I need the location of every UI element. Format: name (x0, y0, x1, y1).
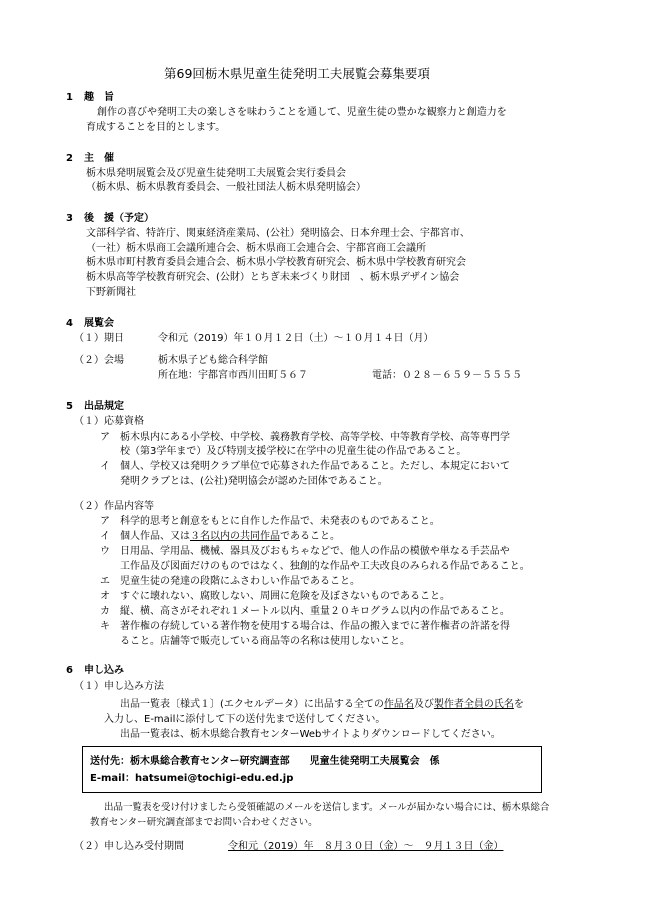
section-1-line-1: 創作の喜びや発明工夫の楽しさを味わうことを通して、児童生徒の豊かな観察力と創造力を (97, 107, 507, 118)
section-1-line-2: 育成することを目的とします。 (86, 122, 226, 133)
application-p1-underline-2: 製作者全員の氏名 (433, 699, 514, 710)
section-5-heading: 出品規定 (84, 401, 124, 412)
content-o-line-1: すぐに壊れない、腐敗しない、周囲に危険を及ぼさないものであること。 (120, 591, 450, 602)
content-mark-a: ア (100, 516, 110, 527)
exhibition-date-value: 令和元（2019）年１０月１２日（土）～１０月１４日（月） (158, 333, 434, 344)
submission-email[interactable]: E-mail：hatsumei@tochigi-edu.ed.jp (90, 773, 294, 784)
content-mark-ki: キ (100, 621, 110, 632)
section-3-line-3: 栃木県市町村教育委員会連合会、栃木県小学校教育研究会、栃木県中学校教育研究会 (86, 257, 466, 268)
page-title: 第69回栃木県児童生徒発明工夫展覧会募集要項 (164, 66, 430, 81)
content-ki-line-2: ること。店舗等で販売している商品等の名称は使用しないこと。 (120, 636, 410, 647)
content-ki-line-1: 著作権の存続している著作物を使用する場合は、作品の搬入までに著作権者の許諾を得 (120, 621, 510, 632)
content-u-line-2: 工作品及び図面だけのものではなく、独創的な作品や工夫改良のみられる作品であること。 (120, 561, 530, 572)
section-2-line-2: （栃木県、栃木県教育委員会、一般社団法人栃木県発明協会） (86, 182, 366, 193)
content-mark-u: ウ (100, 546, 110, 557)
application-paragraph-1 (120, 698, 524, 712)
qualification-a-line-2: 校（第3学年まで）及び特別支援学校に在学中の児童生徒の作品であること。 (120, 446, 467, 457)
content-i-line-1 (120, 530, 340, 544)
venue-address: 所在地：宇都宮市西川田町５６７ (158, 370, 308, 381)
content-e-line-1: 児童生徒の発達の段階にふさわしい作品であること。 (120, 576, 360, 587)
content-mark-e: エ (100, 576, 110, 587)
exhibition-date-label: （１）期日 (74, 333, 124, 344)
application-method-subheading: （１）申し込み方法 (74, 681, 164, 692)
section-2-heading: 主 催 (84, 153, 114, 164)
section-2-number: 2 (66, 153, 73, 164)
receipt-note-line-1: 出品一覧表を受け付けましたら受領確認のメールを送信します。メールが届かない場合には、栃木県総合 (104, 802, 550, 813)
receipt-note-line-2: 教育センター研究調査部までお問い合わせください。 (90, 817, 318, 828)
application-period-value: 令和元（2019）年 ８月３０日（金）～ ９月１３日（金） (228, 841, 504, 852)
section-1-heading: 趣 旨 (84, 92, 114, 103)
qualification-a-line-1: 栃木県内にある小学校、中学校、義務教育学校、高等学校、中等教育学校、高等専門学 (120, 432, 510, 443)
section-4-number: 4 (66, 318, 73, 329)
application-paragraph-2: 入力し、E-mailに添付して下の送付先まで送付してください。 (104, 714, 386, 725)
content-mark-o: オ (100, 591, 110, 602)
qualification-mark-i: イ (100, 461, 110, 472)
qualification-subheading: （１）応募資格 (74, 416, 144, 427)
application-period-label: （２）申し込み受付期間 (74, 841, 184, 852)
application-paragraph-3: 出品一覧表は、栃木県総合教育センターWebサイトよりダウンロードしてください。 (120, 729, 501, 740)
application-p1-c: を (513, 699, 524, 710)
section-2-line-1: 栃木県発明展覧会及び児童生徒発明工夫展覧会実行委員会 (86, 168, 346, 179)
section-3-heading: 後 援（予定） (84, 213, 154, 224)
qualification-mark-a: ア (100, 432, 110, 443)
section-3-line-1: 文部科学省、特許庁、関東経済産業局、(公社）発明協会、日本弁理士会、宇都宮市、 (86, 228, 470, 239)
application-p1-underline-1: 作品名 (383, 699, 414, 710)
content-u-line-1: 日用品、学用品、機械、器具及びおもちゃなどで、他人の作品の模倣や単なる手芸品や (120, 546, 510, 557)
section-6-heading: 申し込み (84, 665, 124, 676)
exhibition-venue-label: （２）会場 (74, 355, 124, 366)
exhibition-venue-value: 栃木県子ども総合科学館 (158, 355, 268, 366)
section-6-number: 6 (66, 665, 73, 676)
section-1-number: 1 (66, 92, 73, 103)
submission-destination: 送付先：栃木県総合教育センター研究調査部 児童生徒発明工夫展覧会 係 (90, 756, 440, 767)
content-a-line-1: 科学的思考と創意をもとに自作した作品で、未発表のものであること。 (120, 516, 440, 527)
content-ka-line-1: 縦、横、高さがそれぞれ１メートル以内、重量２０キログラム以内の作品であること。 (120, 606, 510, 617)
content-i-underlined: ３名以内の共同作品 (190, 531, 280, 542)
section-3-number: 3 (66, 213, 73, 224)
application-p1-b: 及び (413, 699, 434, 710)
content-i-pre: 個人作品、又は (120, 531, 190, 542)
section-3-line-4: 栃木県高等学校教育研究会、(公財）とちぎ未来づくり財団 、栃木県デザイン協会 (86, 272, 460, 283)
content-mark-ka: カ (100, 606, 110, 617)
section-4-heading: 展覧会 (84, 318, 114, 329)
content-mark-i: イ (100, 531, 110, 542)
section-5-number: 5 (66, 401, 73, 412)
qualification-i-line-2: 発明クラブとは、(公社)発明協会が認めた団体であること。 (120, 476, 388, 487)
venue-phone: 電話：０２８－６５９－５５５５ (372, 370, 522, 381)
content-subheading: （２）作品内容等 (74, 501, 154, 512)
application-p1-a: 出品一覧表〔様式１〕(エクセルデータ）に出品する全ての (120, 699, 384, 710)
content-i-post: であること。 (280, 531, 340, 542)
qualification-i-line-1: 個人、学校又は発明クラブ単位で応募された作品であること。ただし、本規定において (120, 461, 510, 472)
section-3-line-2: （一社）栃木県商工会議所連合会、栃木県商工会連合会、宇都宮商工会議所 (86, 243, 426, 254)
section-3-line-5: 下野新聞社 (86, 287, 136, 298)
